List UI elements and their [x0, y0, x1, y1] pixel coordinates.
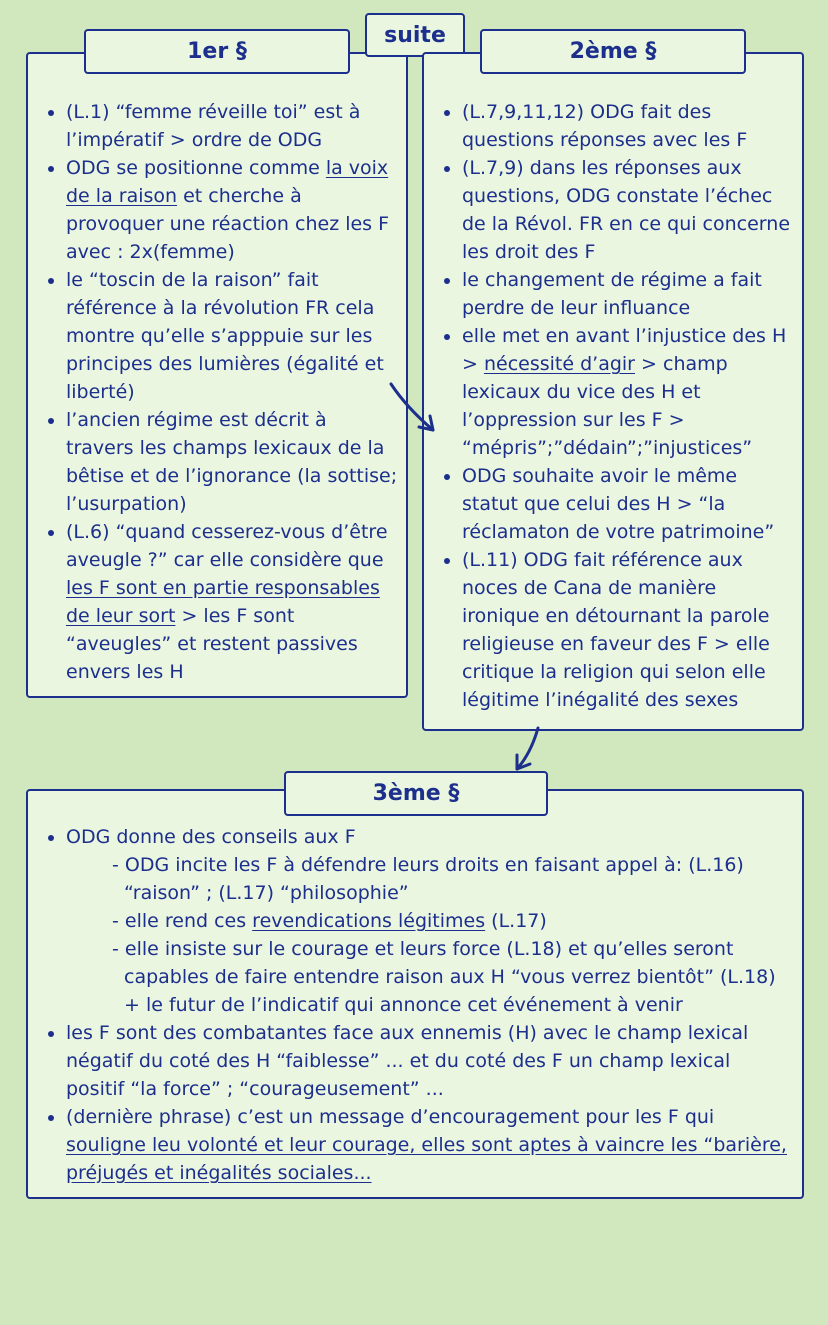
- list-item: [462, 154, 796, 266]
- text: - elle rend ces: [112, 910, 253, 932]
- suite-label: suite: [365, 13, 465, 57]
- text: elle met en avant l’injustice des H >: [462, 325, 787, 375]
- list-item: [112, 907, 794, 935]
- list-item: [66, 1103, 794, 1187]
- underlined-text: revendications légitimes: [252, 910, 486, 932]
- underlined-text: les F sont en partie responsables de leur sort: [66, 577, 380, 627]
- paragraph-1-card: [26, 52, 408, 698]
- list-item: [66, 266, 398, 406]
- text: et cherche à provoquer une réaction chez les F avec : 2x(femme): [66, 185, 390, 263]
- arrow-2-to-3-icon: [505, 725, 550, 775]
- list-item: [462, 546, 796, 714]
- text: (dernière phrase) c’est un message d’encouragement pour les F qui: [66, 1106, 715, 1128]
- text: le changement de régime a fait perdre de leur influance: [462, 269, 762, 319]
- text: les F sont des combatantes face aux ennemis (H) avec le champ lexical négatif du coté des H “faiblesse” ... et du coté des F un champ lexical positif “la force” ; “courageusement” ...: [66, 1022, 749, 1100]
- text: (L.6) “quand cesserez-vous d’être aveugle ?” car elle considère que: [66, 521, 388, 571]
- paragraph-2-title: 2ème §: [480, 29, 746, 74]
- paragraph-1-list: [28, 54, 406, 686]
- underlined-text: la voix de la raison: [66, 157, 389, 207]
- list-item: [66, 406, 398, 518]
- list-item: [66, 98, 398, 154]
- arrow-1-to-2-icon: [385, 380, 445, 440]
- text: > champ lexicaux du vice des H et l’oppression sur les F > “mépris”;”dédain”;”injustices”: [462, 353, 753, 459]
- list-item: [66, 154, 398, 266]
- text: ODG souhaite avoir le même statut que celui des H > “la réclamaton de votre patrimoine”: [462, 465, 775, 543]
- text: ODG se positionne comme: [66, 157, 326, 179]
- underlined-text: souligne leu volonté et leur courage, elles sont aptes à vaincre les “barière, préjugés et inégalités sociales...: [66, 1134, 787, 1184]
- text: (L.17): [485, 910, 547, 932]
- list-item: • ODG donne des conseils aux F: [66, 823, 794, 851]
- underlined-text: nécessité d’agir: [483, 353, 635, 375]
- list-item: [462, 98, 796, 154]
- list-item: [112, 851, 794, 907]
- text: > les F sont “aveugles” et restent passives envers les H: [66, 605, 358, 683]
- text: le “toscin de la raison” fait référence à la révolution FR cela montre qu’elle s’apppuie sur les principes des lumières (égalité et liberté): [66, 269, 384, 403]
- list-item: [66, 1019, 794, 1103]
- paragraph-3-title: 3ème §: [284, 771, 548, 816]
- list-item: [462, 322, 796, 462]
- list-item: [66, 518, 398, 686]
- text: - elle insiste sur le courage et leurs force (L.18) et qu’elles seront capables de faire entendre raison aux H “vous verrez bientôt” (L.18) + le futur de l’indicatif qui annonce cet événement à venir: [112, 938, 776, 1016]
- paragraph-1-title: 1er §: [84, 29, 350, 74]
- paragraph-2-list: [424, 54, 802, 714]
- text: (L.7,9) dans les réponses aux questions, ODG constate l’échec de la Révol. FR en ce qui concerne les droit des F: [462, 157, 791, 263]
- sub-list: [66, 851, 794, 1019]
- paragraph-3-list: [28, 791, 802, 1019]
- text: (L.7,9,11,12) ODG fait des questions réponses avec les F: [462, 101, 748, 151]
- text: l’ancien régime est décrit à travers les champs lexicaux de la bêtise et de l’ignorance (la sottise; l’usurpation): [66, 409, 398, 515]
- list-item: [462, 462, 796, 546]
- list-item: [462, 266, 796, 322]
- paragraph-3-list-rest: [28, 1019, 802, 1187]
- paragraph-3-card: [26, 789, 804, 1199]
- text: (L.1) “femme réveille toi” est à l’impératif > ordre de ODG: [66, 101, 361, 151]
- sub-list-container: [66, 851, 794, 1019]
- text: (L.11) ODG fait référence aux noces de Cana de manière ironique en détournant la parole religieuse en faveur des F > elle critique la religion qui selon elle légitime l’inégalité des sexes: [462, 549, 770, 711]
- text: - ODG incite les F à défendre leurs droits en faisant appel à: (L.16) “raison” ; (L.17) “philosophie”: [112, 854, 744, 904]
- list-item: [112, 935, 794, 1019]
- paragraph-2-card: [422, 52, 804, 731]
